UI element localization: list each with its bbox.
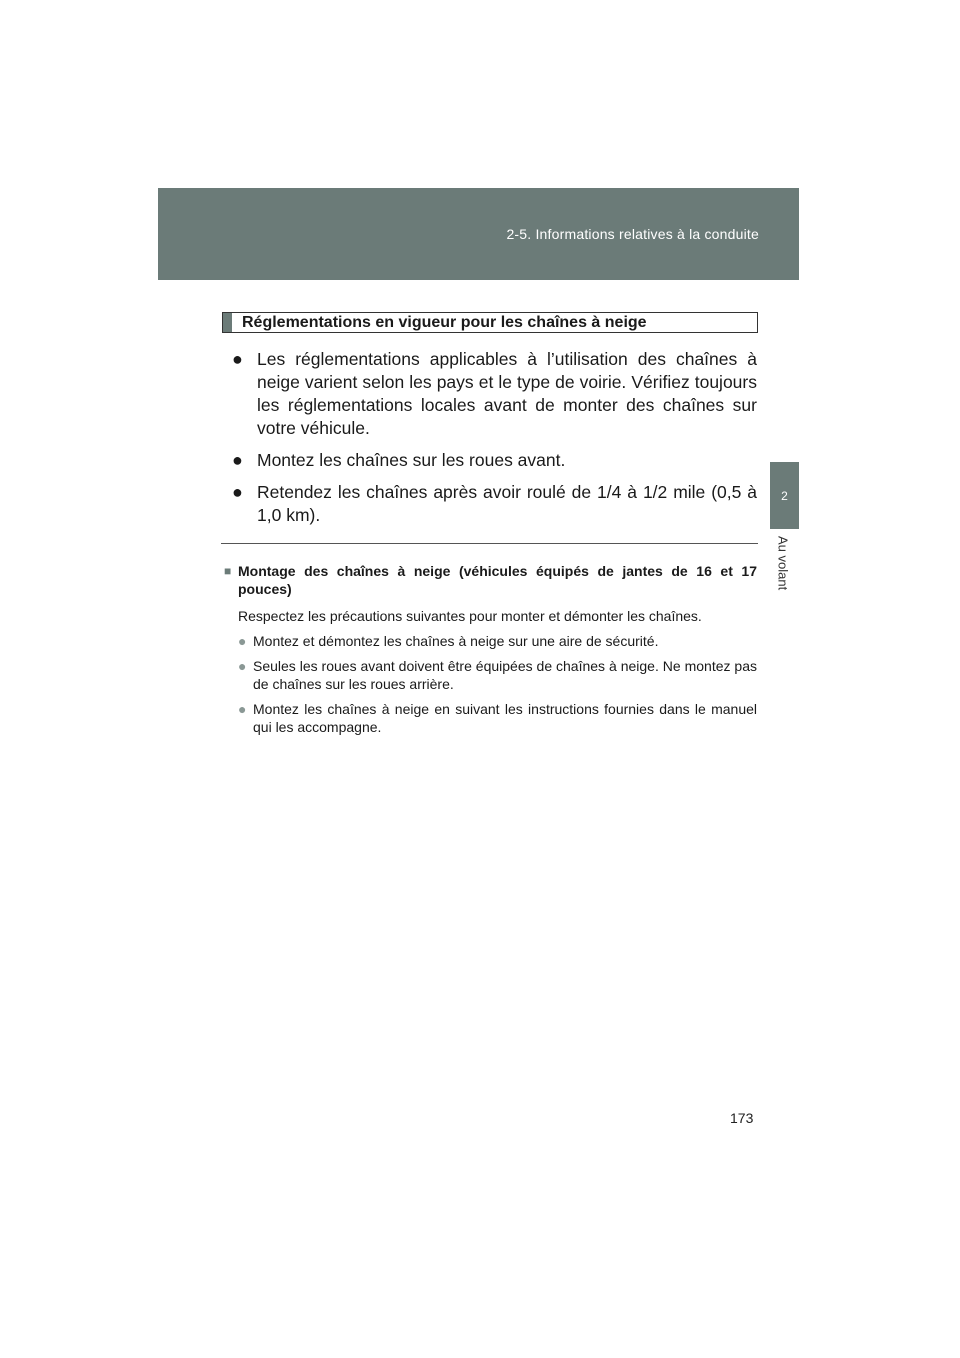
title-accent-bar: [223, 313, 232, 332]
section-title-box: [222, 312, 758, 333]
list-item-text: Montez et démontez les chaînes à neige sur une aire de sécurité.: [253, 633, 659, 649]
list-item: [232, 348, 757, 440]
list-item-text: Montez les chaînes sur les roues avant.: [257, 450, 566, 470]
note-heading-row: [224, 562, 757, 598]
list-item-text: Retendez les chaînes après avoir roulé de 1/4 à 1/2 mile (0,5 à 1,0 km).: [257, 482, 757, 525]
note-heading: Montage des chaînes à neige (véhicules équipés de jantes de 16 et 17 pouces): [238, 563, 757, 597]
list-item: [224, 657, 757, 693]
list-item: [232, 481, 757, 527]
bullet-dot-icon: ●: [232, 349, 243, 369]
list-item-text: Seules les roues avant doivent être équipées de chaînes à neige. Ne montez pas de chaînes sur les roues arrière.: [253, 658, 757, 692]
note-block: [224, 562, 757, 743]
list-item: [224, 632, 757, 650]
bullet-dot-icon: ●: [232, 482, 243, 502]
list-item: [224, 700, 757, 736]
chapter-label: Au volant: [775, 536, 791, 591]
page-number: 173: [730, 1110, 754, 1126]
list-item-text: Montez les chaînes à neige en suivant les instructions fournies dans le manuel qui les accompagne.: [253, 701, 757, 735]
section-divider: [221, 543, 758, 544]
header-section-title: 2-5. Informations relatives à la conduite: [506, 226, 759, 242]
chapter-tab: 2: [770, 462, 799, 529]
bullet-list: [232, 348, 757, 536]
bullet-dot-icon: ●: [238, 701, 247, 717]
square-bullet-icon: ■: [224, 564, 232, 578]
bullet-dot-icon: ●: [238, 633, 247, 649]
header-band: [158, 188, 799, 280]
section-title: Réglementations en vigueur pour les chaînes à neige: [242, 313, 647, 331]
note-intro: Respectez les précautions suivantes pour monter et démonter les chaînes.: [238, 608, 702, 624]
bullet-dot-icon: ●: [238, 658, 247, 674]
bullet-dot-icon: ●: [232, 450, 243, 470]
list-item-text: Les réglementations applicables à l’utilisation des chaînes à neige varient selon les pays et le type de voirie. Vérifiez toujours les réglementations locales avant de monter des chaînes sur votre véhicule.: [257, 349, 757, 438]
list-item: [232, 449, 757, 472]
